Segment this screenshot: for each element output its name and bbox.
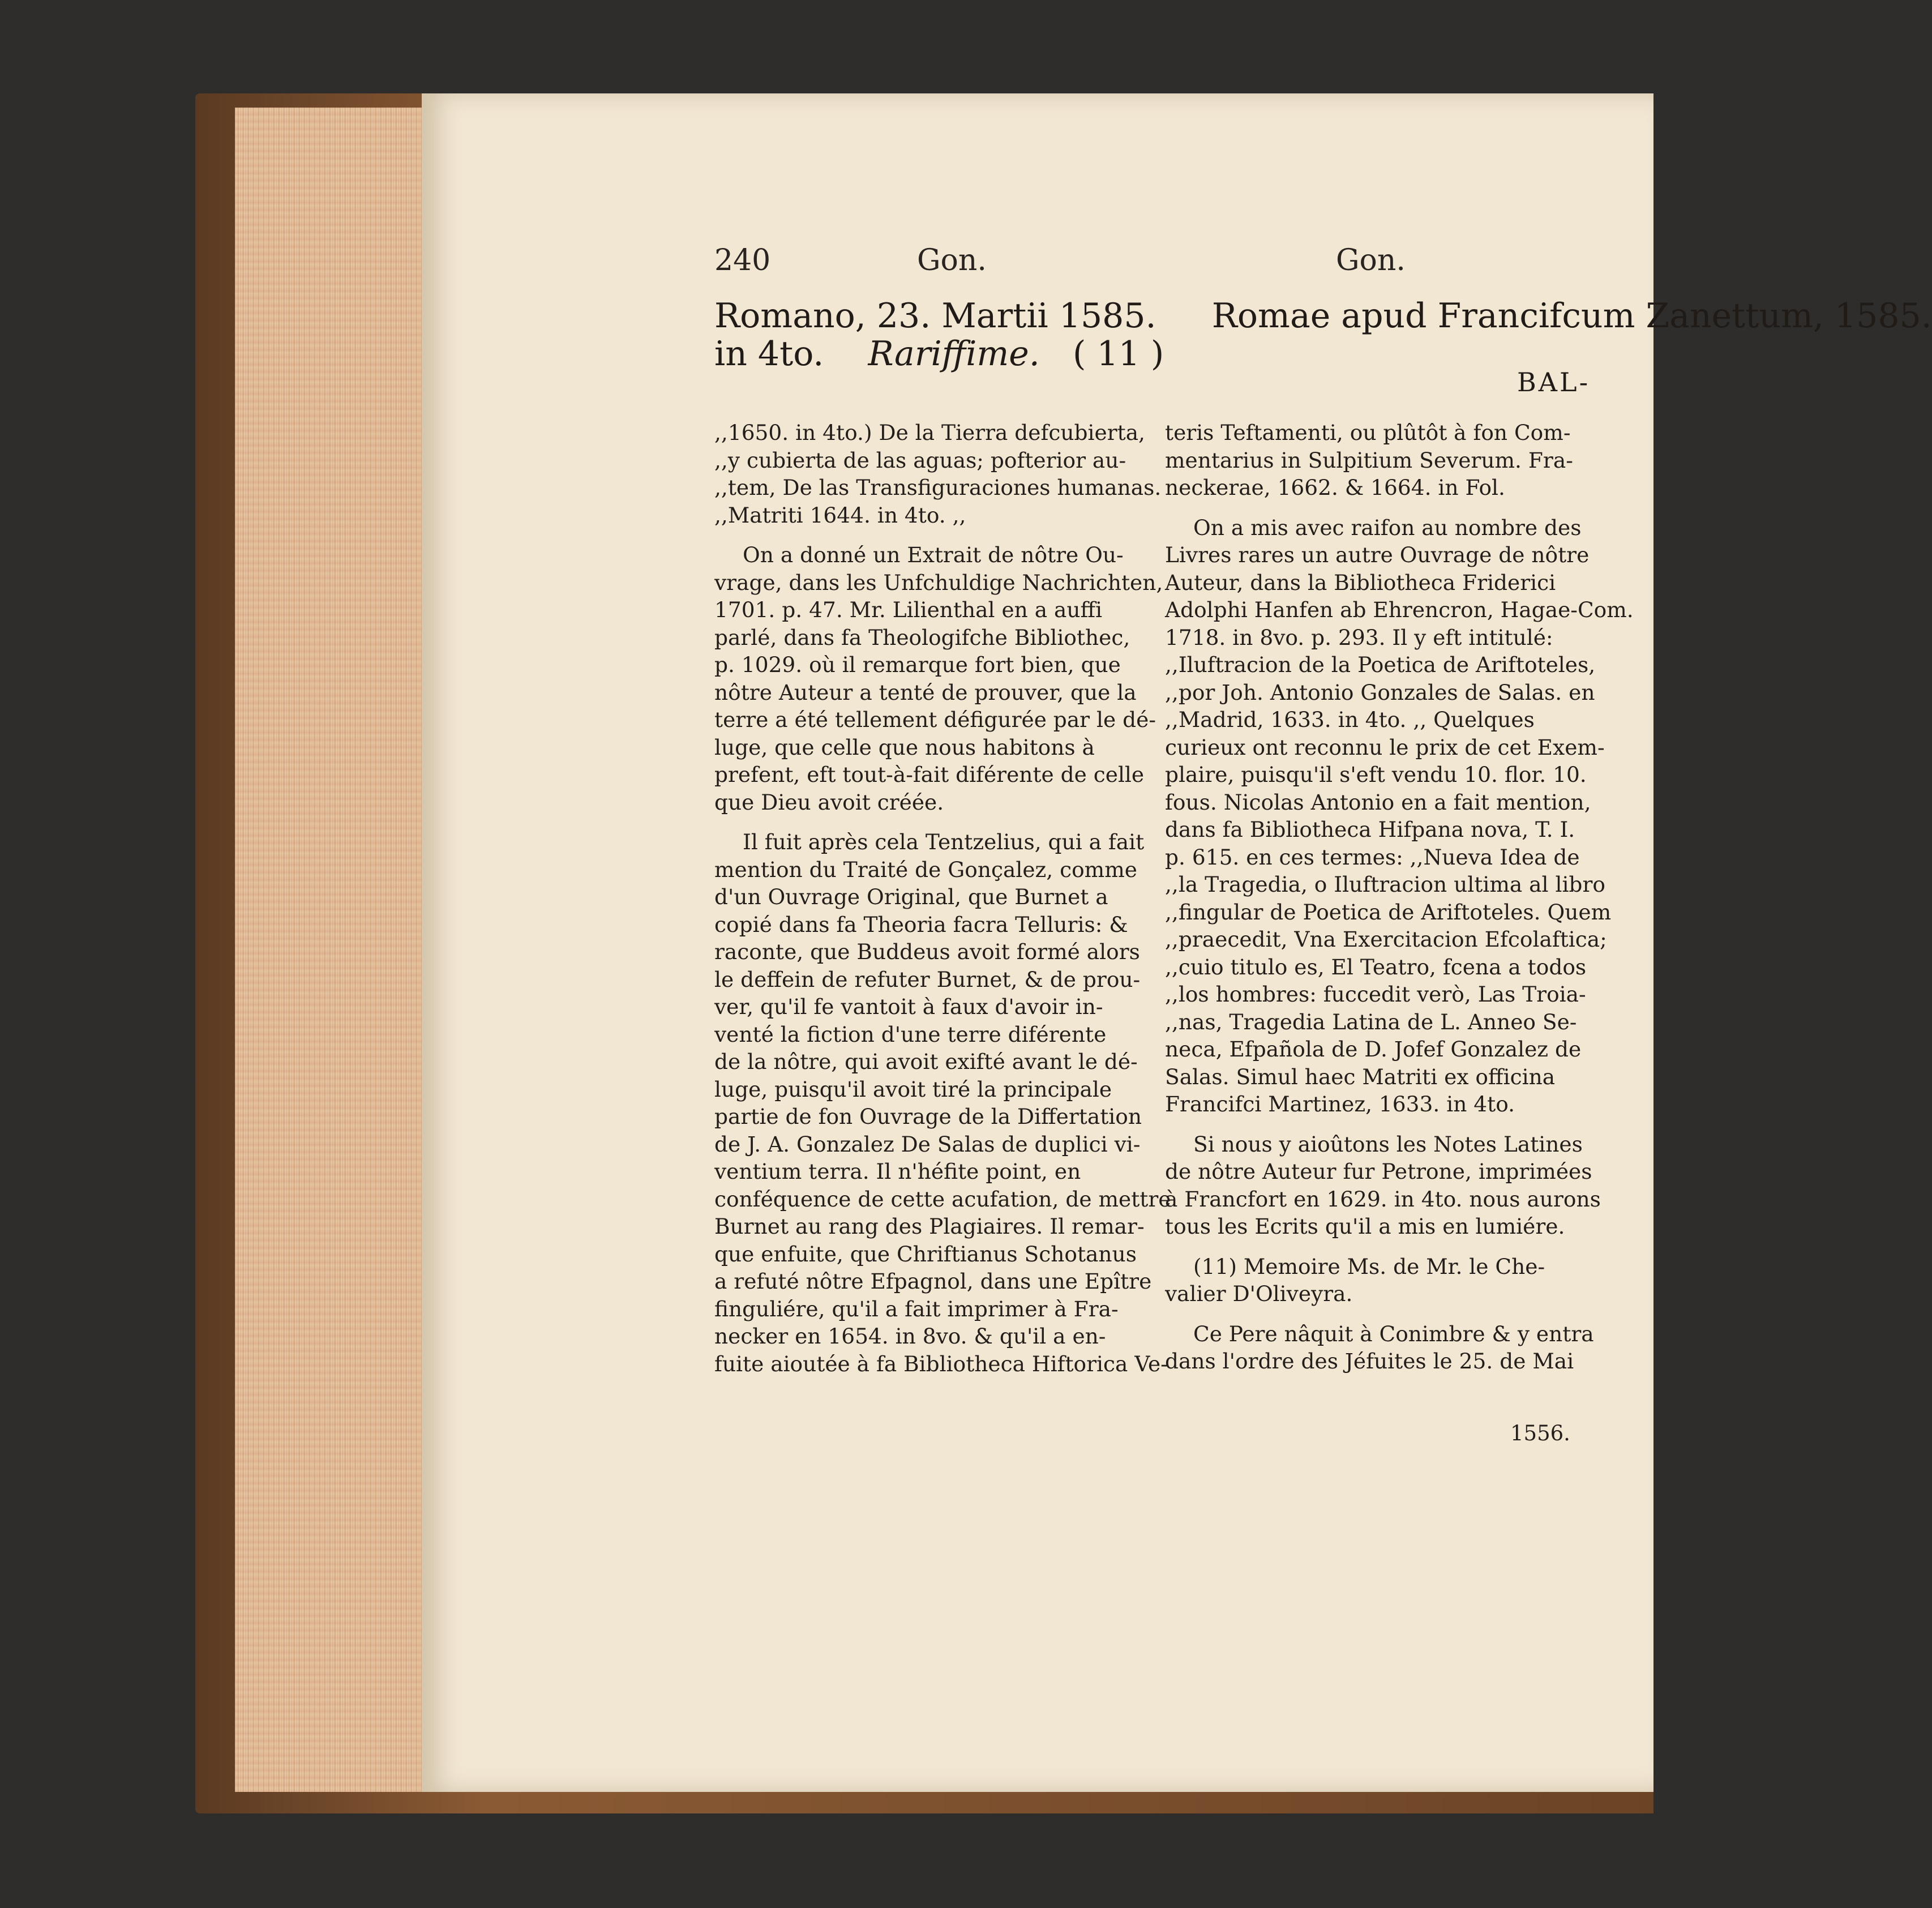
text-line: partie de fon Ouvrage de la Differtation — [714, 1104, 1142, 1129]
text-line: ,,praecedit, Vna Exercitacion Efcolaftica; — [1165, 927, 1607, 952]
text-line: ,,Iluftracion de la Poetica de Ariftoteles, — [1165, 652, 1596, 677]
page-edges — [235, 108, 424, 1792]
title-line-2 — [714, 335, 1164, 373]
text-line: neckerae, 1662. & 1664. in Fol. — [1165, 475, 1505, 500]
text-line: ,,y cubierta de las aguas; pofterior au- — [714, 447, 1126, 473]
right-para-1 — [1165, 419, 1591, 502]
text-line: (11) Memoire Ms. de Mr. le Che- — [1193, 1254, 1545, 1279]
right-footnote — [1165, 1253, 1591, 1308]
text-line: prefent, eft tout-à-fait diférente de celle — [714, 762, 1145, 787]
text-line: copié dans fa Theoria facra Telluris: & — [714, 912, 1128, 937]
running-head-left: Gon. — [917, 243, 987, 277]
text-line: a refuté nôtre Efpagnol, dans une Epître — [714, 1269, 1152, 1294]
text-line: le deffein de refuter Burnet, & de prou- — [714, 966, 1141, 992]
text-line: ver, qu'il fe vantoit à faux d'avoir in- — [714, 994, 1103, 1019]
text-line: Livres rares un autre Ouvrage de nôtre — [1165, 542, 1590, 567]
text-line: que enfuite, que Chriftianus Schotanus — [714, 1241, 1137, 1267]
title-line-1 — [714, 297, 1932, 335]
text-line: à Francfort en 1629. in 4to. nous aurons — [1165, 1186, 1601, 1212]
text-line: ,,los hombres: fuccedit verò, Las Troia- — [1165, 982, 1586, 1007]
title-line-2-rarity: Rariffime. — [868, 334, 1040, 374]
section-catchword: BAL- — [1517, 367, 1591, 397]
right-para-3 — [1165, 1131, 1601, 1240]
text-line: fuite aioutée à fa Bibliotheca Hiftorica Ve- — [714, 1351, 1168, 1376]
text-line: p. 615. en ces termes: ,,Nueva Idea de — [1165, 844, 1580, 870]
left-para-3 — [714, 828, 1171, 1377]
text-line: ,,nas, Tragedia Latina de L. Anneo Se- — [1165, 1009, 1577, 1034]
left-column — [714, 419, 1171, 1390]
text-line: parlé, dans fa Theologifche Bibliothec, — [714, 624, 1130, 650]
text-line: Auteur, dans la Bibliotheca Friderici — [1165, 570, 1556, 595]
title-line-1-left: Romano, 23. Martii 1585. — [714, 296, 1156, 336]
title-line-2-note: ( 11 ) — [1073, 334, 1164, 374]
text-line: Il fuit après cela Tentzelius, qui a fait — [743, 829, 1145, 854]
text-line: ,,cuio titulo es, El Teatro, fcena a todos — [1165, 954, 1587, 979]
text-line: Adolphi Hanfen ab Ehrencron, Hagae-Com. — [1165, 597, 1634, 622]
text-line: dans l'ordre des Jéfuites le 25. de Mai — [1165, 1349, 1574, 1374]
text-line: ,,Matriti 1644. in 4to. ,, — [714, 502, 966, 528]
text-line: de J. A. Gonzalez De Salas de duplici vi- — [714, 1131, 1141, 1157]
left-para-1 — [714, 419, 1162, 529]
text-line: nôtre Auteur a tenté de prouver, que la — [714, 679, 1137, 705]
text-line: 1701. p. 47. Mr. Lilienthal en a auffi — [714, 597, 1103, 622]
text-line: mentarius in Sulpitium Severum. Fra- — [1165, 447, 1573, 473]
title-line-2-format: in 4to. — [714, 334, 824, 374]
text-line: venté la fiction d'une terre diférente — [714, 1021, 1107, 1047]
running-head-right: Gon. — [1336, 243, 1406, 277]
text-line: ,,la Tragedia, o Iluftracion ultima al libro — [1165, 872, 1605, 897]
text-line: ventium terra. Il n'héfite point, en — [714, 1159, 1081, 1184]
text-line: neca, Efpañola de D. Jofef Gonzalez de — [1165, 1037, 1582, 1062]
text-line: Ce Pere nâquit à Conimbre & y entra — [1193, 1321, 1594, 1346]
text-line: tous les Ecrits qu'il a mis en lumiére. — [1165, 1214, 1565, 1239]
text-line: ,,tem, De las Transfiguraciones humanas. — [714, 475, 1162, 500]
text-line: Burnet au rang des Plagiaires. Il remar- — [714, 1214, 1145, 1239]
left-para-2 — [714, 541, 1163, 816]
text-line: plaire, puisqu'il s'eft vendu 10. flor. 10. — [1165, 762, 1587, 787]
text-line: de la nôtre, qui avoit exifté avant le dé- — [714, 1049, 1138, 1074]
text-line: conféquence de cette acufation, de mettre — [714, 1186, 1171, 1212]
text-line: finguliére, qu'il a fait imprimer à Fra- — [714, 1296, 1119, 1321]
text-line: p. 1029. où il remarque fort bien, que — [714, 652, 1121, 677]
text-line: luge, puisqu'il avoit tiré la principale — [714, 1076, 1112, 1102]
text-line: Si nous y aioûtons les Notes Latines — [1193, 1131, 1583, 1157]
right-column — [1165, 419, 1634, 1388]
text-line: curieux ont reconnu le prix de cet Exem- — [1165, 734, 1605, 760]
text-line: fous. Nicolas Antonio en a fait mention, — [1165, 789, 1591, 815]
text-line: ,,por Joh. Antonio Gonzales de Salas. en — [1165, 679, 1595, 705]
text-line: que Dieu avoit créée. — [714, 789, 944, 815]
text-line: Francifci Martinez, 1633. in 4to. — [1165, 1092, 1515, 1116]
text-line: ,,fingular de Poetica de Ariftoteles. Quem — [1165, 899, 1612, 925]
text-line: vrage, dans les Unfchuldige Nachrichten, — [714, 570, 1163, 595]
text-line: d'un Ouvrage Original, que Burnet a — [714, 884, 1108, 909]
text-line: ,,1650. in 4to.) De la Tierra defcubierta, — [714, 420, 1145, 445]
text-line: valier D'Oliveyra. — [1165, 1281, 1353, 1306]
right-para-5 — [1165, 1320, 1594, 1375]
text-line: On a donné un Extrait de nôtre Ou- — [743, 542, 1124, 567]
page-number: 240 — [714, 243, 771, 277]
text-line: 1718. in 8vo. p. 293. Il y eft intitulé: — [1165, 624, 1553, 650]
text-line: terre a été tellement défigurée par le dé- — [714, 707, 1156, 732]
text-line: de nôtre Auteur fur Petrone, imprimées — [1165, 1159, 1592, 1184]
title-line-1-right: Romae apud Francifcum Zanettum, 1585. — [1211, 296, 1932, 336]
text-line: On a mis avec raifon au nombre des — [1193, 515, 1582, 540]
text-line: luge, que celle que nous habitons à — [714, 734, 1095, 760]
text-line: mention du Traité de Gonçalez, comme — [714, 857, 1137, 882]
text-line: Salas. Simul haec Matriti ex officina — [1165, 1064, 1556, 1089]
text-line: raconte, que Buddeus avoit formé alors — [714, 939, 1140, 964]
text-line: necker en 1654. in 8vo. & qu'il a en- — [714, 1324, 1106, 1349]
text-line: ,,Madrid, 1633. in 4to. ,, Quelques — [1165, 707, 1535, 732]
right-para-2 — [1165, 514, 1634, 1118]
text-line: dans fa Bibliotheca Hifpana nova, T. I. — [1165, 817, 1575, 842]
catchword: 1556. — [1510, 1421, 1570, 1445]
text-line: teris Teftamenti, ou plûtôt à fon Com- — [1165, 420, 1571, 445]
